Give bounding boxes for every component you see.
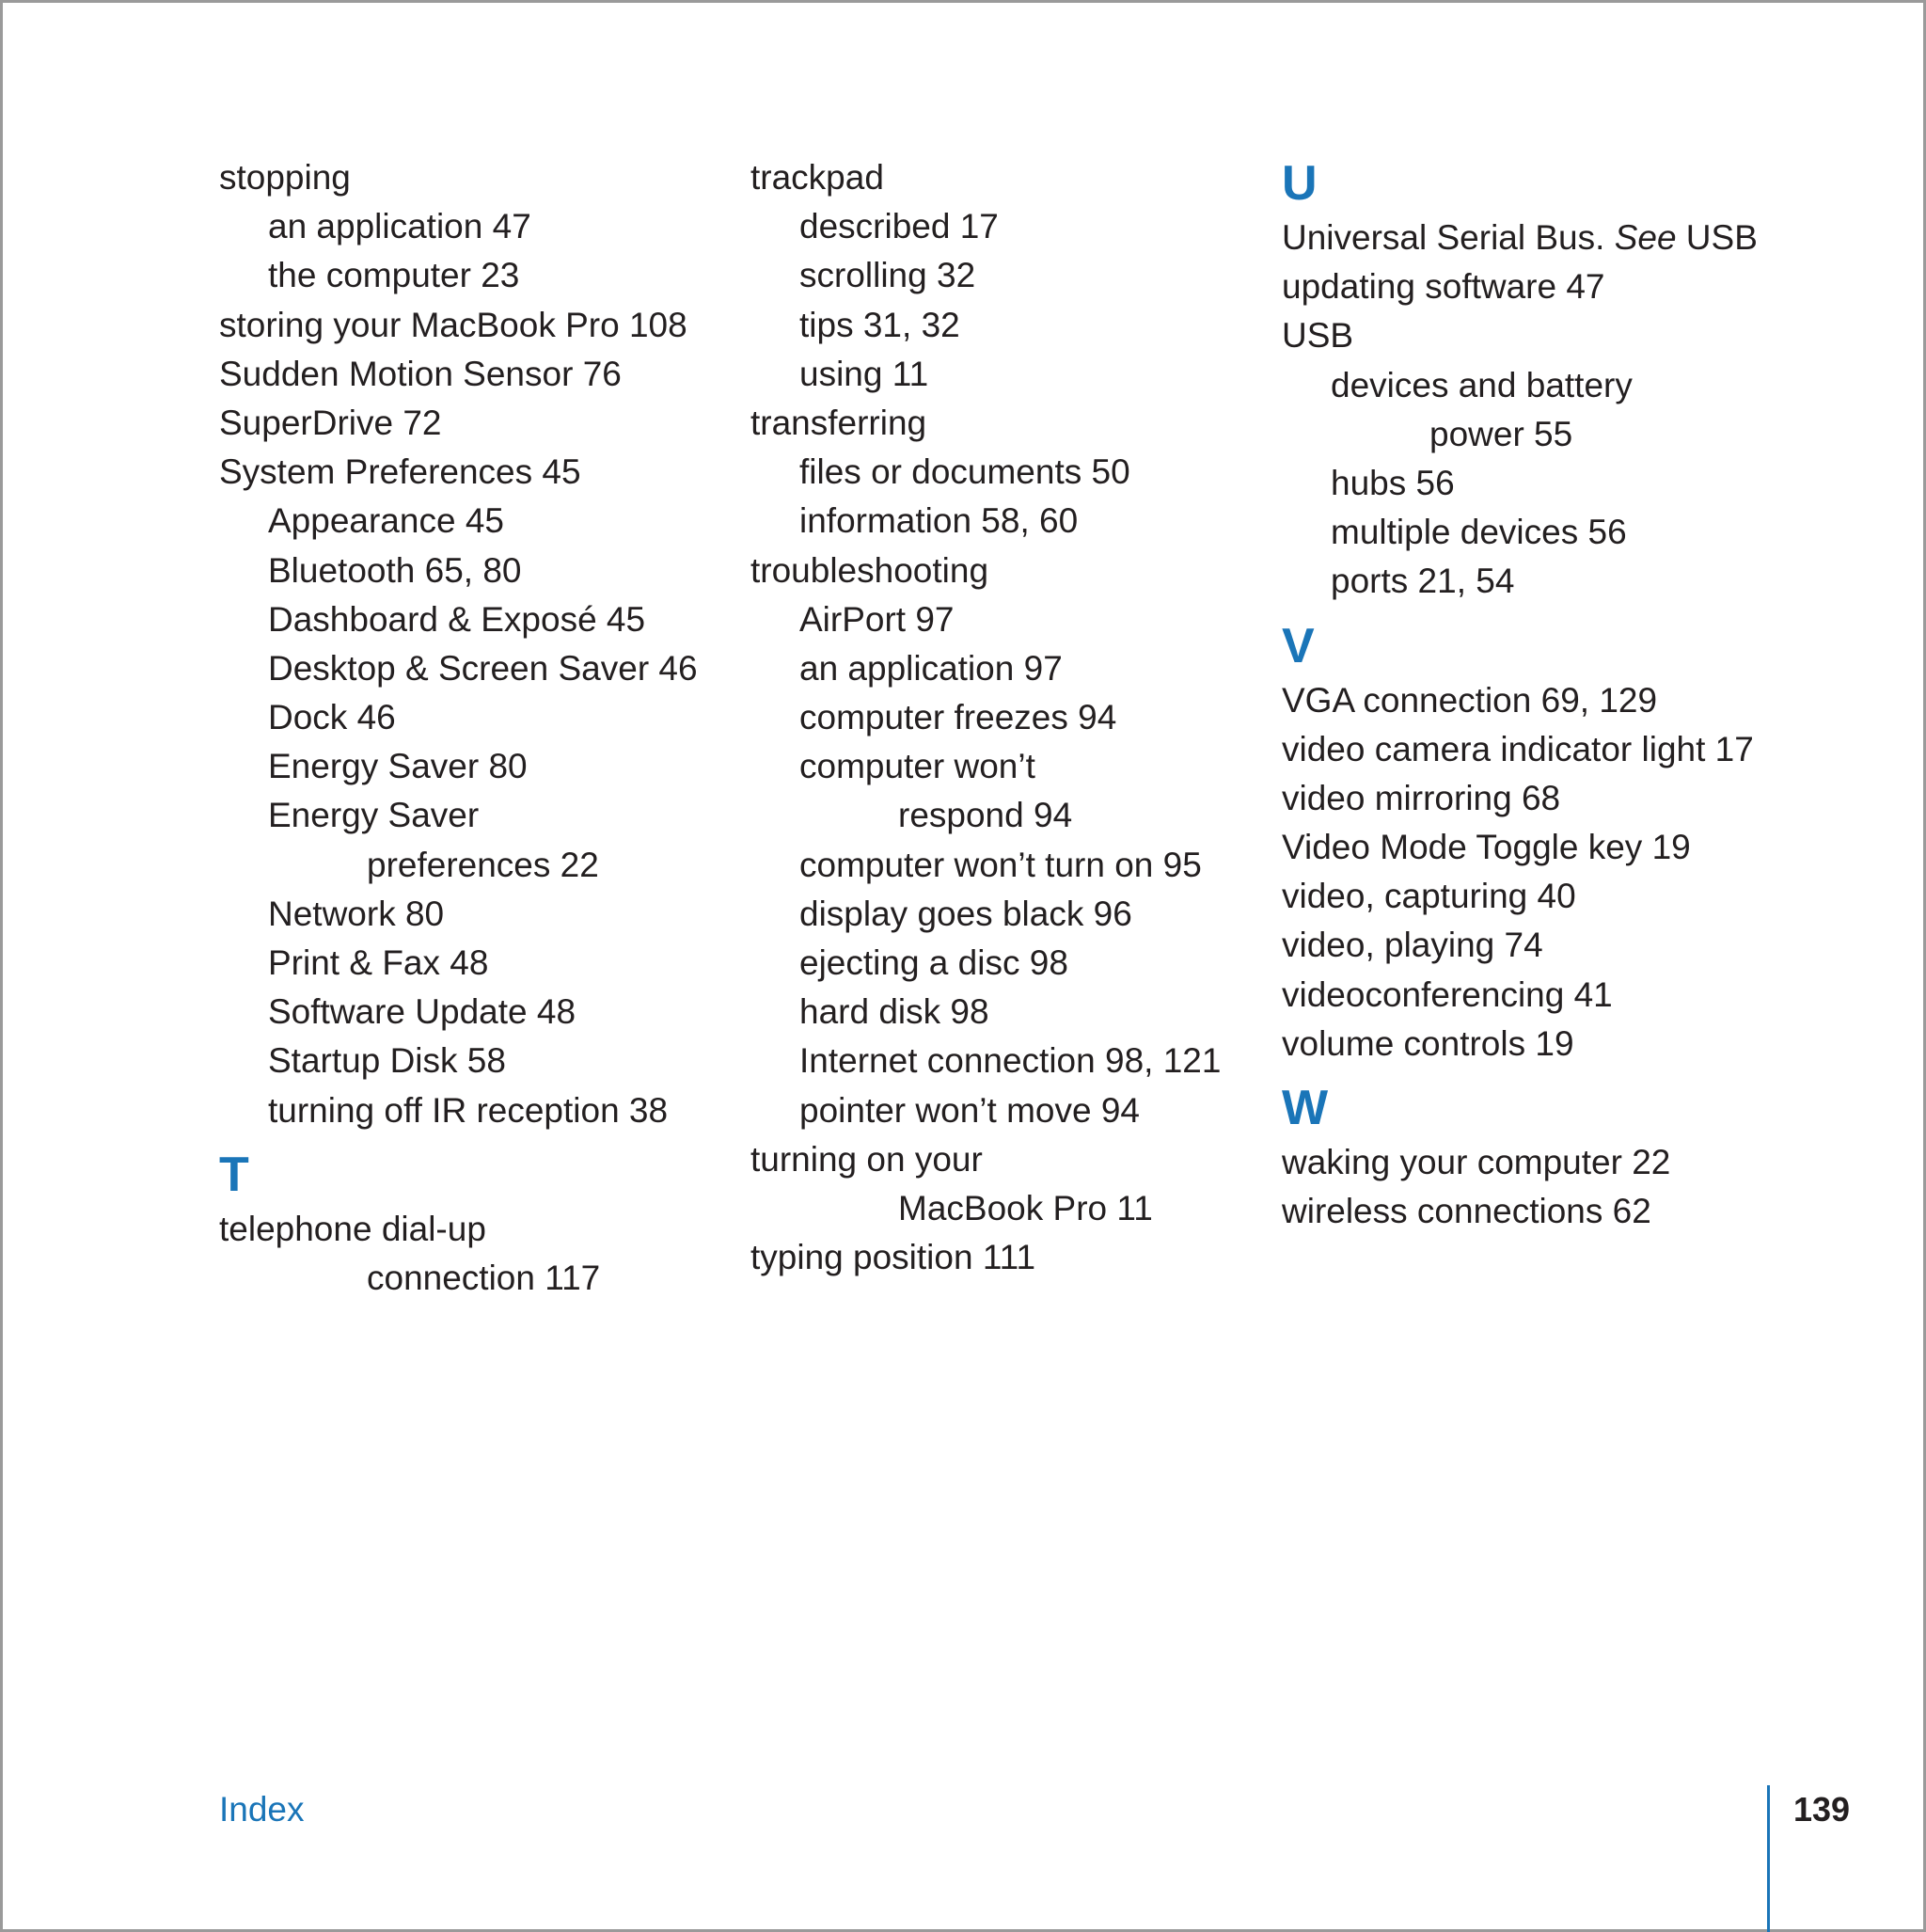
index-entry: waking your computer 22: [1282, 1143, 1671, 1181]
index-subentry: Energy Saver 80: [268, 747, 528, 786]
index-subentry: using 11: [799, 354, 929, 393]
index-entry: transferring: [750, 403, 927, 442]
index-entry: wireless connections 62: [1282, 1192, 1651, 1231]
index-subentry: ejecting a disc 98: [799, 943, 1068, 982]
index-entry: turning on your: [750, 1139, 983, 1179]
index-subentry: devices and battery: [1331, 365, 1633, 404]
see-reference: See: [1614, 218, 1677, 257]
index-entry: updating software 47: [1282, 267, 1605, 307]
index-subentry: connection 117: [367, 1258, 601, 1297]
see-target: USB: [1676, 218, 1758, 257]
index-subentry: an application 47: [268, 207, 531, 246]
index-entry: video, capturing 40: [1282, 877, 1576, 916]
index-subentry: scrolling 32: [799, 256, 976, 295]
index-subentry: power 55: [1429, 414, 1573, 453]
index-subentry: hard disk 98: [799, 992, 989, 1032]
index-subentry: computer freezes 94: [799, 698, 1117, 737]
entry-text: Universal Serial Bus.: [1282, 218, 1615, 257]
index-entry: video camera indicator light 17: [1282, 729, 1754, 768]
index-subentry: information 58, 60: [799, 501, 1079, 541]
index-subentry: Startup Disk 58: [268, 1041, 506, 1081]
index-column-1: [219, 153, 746, 1303]
index-entry: storing your MacBook Pro 108: [219, 305, 687, 344]
index-subentry: Energy Saver: [268, 796, 480, 835]
index-entry: telephone dial-up: [219, 1209, 486, 1248]
index-entry: video, playing 74: [1282, 926, 1543, 965]
index-entry: Sudden Motion Sensor 76: [219, 354, 622, 393]
section-letter: T: [219, 1147, 249, 1202]
section-letter: W: [1282, 1081, 1329, 1135]
index-subentry: Dock 46: [268, 698, 396, 737]
index-subentry: the computer 23: [268, 256, 520, 295]
page-number: 139: [1793, 1790, 1851, 1829]
index-subentry: described 17: [799, 207, 999, 246]
footer-divider: [1767, 1785, 1770, 1932]
index-subentry: respond 94: [898, 796, 1073, 835]
index-subentry: Software Update 48: [268, 992, 576, 1032]
index-entry: videoconferencing 41: [1282, 974, 1613, 1014]
section-letter: U: [1282, 156, 1318, 211]
index-subentry: Network 80: [268, 894, 445, 933]
section-letter: V: [1282, 618, 1315, 673]
index-entry: USB: [1282, 316, 1354, 356]
index-entry: SuperDrive 72: [219, 403, 442, 442]
index-entry: stopping: [219, 158, 351, 197]
index-subentry: turning off IR reception 38: [268, 1090, 669, 1130]
index-subentry: Bluetooth 65, 80: [268, 550, 522, 590]
index-entry: VGA connection 69, 129: [1282, 680, 1658, 720]
index-subentry: MacBook Pro 11: [898, 1188, 1153, 1227]
index-entry: volume controls 19: [1282, 1023, 1574, 1063]
index-subentry: computer won’t turn on 95: [799, 845, 1202, 884]
index-subentry: preferences 22: [367, 845, 599, 884]
footer-section-label: Index: [219, 1790, 305, 1829]
index-entry: [1282, 214, 1808, 262]
index-subentry: ports 21, 54: [1331, 562, 1515, 601]
index-entry: System Preferences 45: [219, 452, 581, 492]
index-subentry: AirPort 97: [799, 599, 955, 639]
index-subentry: files or documents 50: [799, 452, 1130, 492]
index-subentry: multiple devices 56: [1331, 513, 1627, 552]
index-subentry: hubs 56: [1331, 463, 1455, 502]
index-subentry: Desktop & Screen Saver 46: [268, 648, 698, 688]
index-entry: video mirroring 68: [1282, 778, 1561, 817]
index-entry: troubleshooting: [750, 550, 989, 590]
index-subentry: an application 97: [799, 648, 1063, 688]
index-entry: trackpad: [750, 158, 884, 197]
index-subentry: tips 31, 32: [799, 305, 960, 344]
index-subentry: pointer won’t move 94: [799, 1090, 1140, 1130]
index-subentry: Appearance 45: [268, 501, 504, 541]
index-column-3: [1282, 153, 1808, 1236]
index-subentry: display goes black 96: [799, 894, 1132, 933]
index-subentry: Internet connection 98, 121: [799, 1041, 1222, 1081]
index-entry: typing position 111: [750, 1238, 1036, 1277]
index-entry: Video Mode Toggle key 19: [1282, 828, 1691, 867]
index-subentry: Dashboard & Exposé 45: [268, 599, 646, 639]
index-column-2: [750, 153, 1277, 1282]
index-subentry: computer won’t: [799, 747, 1035, 786]
index-subentry: Print & Fax 48: [268, 943, 489, 982]
